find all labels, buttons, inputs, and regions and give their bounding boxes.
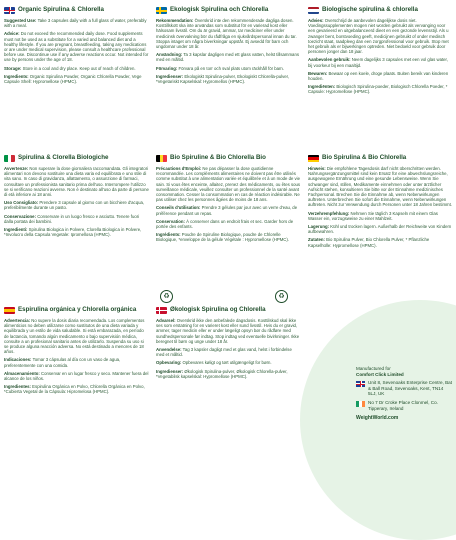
paragraph: Lagerung: Kühl und trocken lagern. Außerhalb der Reichweite von Kindern aufbewahren.: [308, 224, 452, 235]
paragraph: Suggested Use: Take 3 capsules daily with a full glass of water, preferably with a meal.: [4, 18, 147, 29]
manufactured-for-label: Manufactured for: [356, 366, 391, 371]
paragraph: Opbevaring: Opbevares køligt og tørt utilgængeligt for børn.: [156, 360, 272, 366]
dk-flag-icon: [156, 307, 167, 314]
paragraph: Conservazione: Conservare in un luogo fresco e asciutto. Tenere fuori dalla portata dei bambini.: [4, 213, 140, 224]
section-title: Organic Spirulina & Chlorella: [18, 6, 104, 13]
section-title: Spirulina & Clorella Biologiche: [18, 154, 109, 161]
de-flag-icon: [308, 155, 319, 162]
manufacturer-info: [356, 366, 452, 422]
section-english: [4, 6, 149, 87]
paragraph: Avvertenze: Non superare la dose giornaliera raccomandata. Gli integratori alimentari non devono sostituire una dieta varia ed equilibrata e uno stile di vita sano. In caso di gravidanza, allattamento, o assunzione di farmaci, consultare un professionista sanitario prima dell'uso. Interrompere l'utilizzo se si verificano reazioni avverse. Non è destinato all'uso da parte di persone di età inferiore ai 18 anni.: [4, 166, 149, 198]
paragraph: Anvendelse: Tag 3 kapsler dagligt med et glas vand, helst i forbindelse med et måltid.: [156, 347, 292, 358]
paragraph: Conseils d'utilisation: Prendre 3 gélules par jour avec un verre d'eau, de préférence pendant un repas.: [156, 205, 298, 216]
section-title: Biologische spirulina & chlorella: [322, 6, 418, 13]
paragraph: Aanbevolen gebruik: Neem dagelijks 3 capsules met een vol glas water, bij voorkeur bij een maaltijd.: [308, 57, 448, 68]
section-title: Økologisk Spirulina og Chlorella: [170, 306, 266, 313]
paragraph: Advice: Do not exceed the recommended daily dose. Food supplements must not be used as a substitute for a varied and balanced diet and a healthy lifestyle. If you are pregnant, breastfeeding, taking any medications or are under medical supervision, please consult a healthcare professional before use. Discontinue use if any adverse reactions occur. Not intended for use by persons under the age of 18.: [4, 31, 149, 63]
paragraph: Indicaciones: Tomar 3 cápsulas al día con un vaso de agua, preferentemente con una comida.: [4, 357, 121, 368]
paragraph: Advies: Overschrijd de aanbevolen dagelijkse dosis niet. Voedingssupplementen mogen niet worden gebruikt als vervanging voor een gevarieerd en uitgebalanceerd dieet en een gezonde levensstijl. Als u zwanger bent, borstvoeding geeft, medicijnen gebruikt of onder medisch toezicht staat, raadpleeg dan een zorgprofessional voor gebruik. Stop met het gebruik als er bijwerkingen optreden. Niet bedoeld voor gebruik door personen jonger dan 18 jaar.: [308, 18, 449, 55]
paragraph: Användning: Ta 3 kapslar dagligen med ett glass vatten, helst tillsammans med en måltid.: [156, 52, 299, 63]
paragraph: Förvaring: Förvara på en torr och sval plats utom räckhåll för barn.: [156, 65, 285, 71]
paragraph: Bewaren: Bewaar op een koele, droge plaats. Buiten bereik van kinderen houden.: [308, 70, 449, 82]
paragraph: Advarsel: Overskrid ikke den anbefalede dagsdosis. Kosttilskud skal ikke ses som erstatning for en varieret kost eller sund livsstil. Hvis du er gravid, ammer, tager medicin eller er under lægeligt opsyn bør du rådføre med sundhedspersonale før indtag. Stop indtag ved eventuelle bivirkninger. Ikke beregnet til børn og unge under 18 år.: [156, 318, 300, 344]
paragraph: Ingrediënten: Biologisch Spirulina-poeder, Biologisch Chlorella Poeder, * Capsule: Hypromellose (HPMC).: [308, 84, 448, 95]
it-flag-icon: [4, 155, 15, 162]
section-german: [308, 154, 453, 251]
paragraph: Précautions d'Emploi: Ne pas dépasser la dose quotidienne recommandée. Les compléments alimentaires ne doivent pas être utilisés comme substitut à une alimentation variée et équilibrée et à un mode de vie sain. Si vous êtes enceinte, allaitez, prenez des médicaments, ou êtes sous surveillance médicale, veuillez consulter un professionnel de la santé avant consommation. Cesser la consommation en cas de réaction indésirable. Ne pas utiliser chez les personnes âgées de moins de 18 ans.: [156, 166, 301, 203]
be-flag-icon: [156, 155, 167, 162]
section-swedish: [156, 6, 301, 87]
recycle-icon: ♻: [275, 290, 288, 303]
section-french: [156, 154, 301, 246]
section-title: Bio Spirulina & Bio Chlorella: [322, 154, 407, 161]
ie-flag-icon: [356, 401, 365, 407]
paragraph: Conservation: À conserver dans un endroit frais et sec. Garder hors de portée des enfants.: [156, 218, 294, 230]
paragraph: Ingredients: Organic Spirulina Powder, Organic Chlorella Powder, Vege Capsule Shell: Hypromellose (HPMC).: [4, 73, 142, 85]
section-danish: [156, 306, 301, 382]
uk-flag-icon: [356, 381, 365, 387]
se-flag-icon: [156, 7, 167, 14]
paragraph: Ingrédients: Poudre de Spiruline Biologique, poudre de Chlorelle Biologique, *enveloppe de la gélule Végétale : Hypromellose (HPMC).: [156, 232, 290, 243]
paragraph: Hinweis: Die empfohlene Tagesdosis darf nicht überschritten werden. Nahrungsergänzungsmittel sind kein Ersatz für eine abwechslungsreiche, ausgewogene Ernährung und eine gesunde Lebensweise. Wenn Sie schwanger sind, stillen, Medikamente einnehmen oder unter ärztlicher Aufsicht stehen, konsultieren Sie bitte vor der Einnahme medizinisches Fachpersonal. Brechen Sie die Einnahme ab, wenn Nebenwirkungen auftreten. Unterbrechen Sie sofort die Einnahme, wenn Nebenwirkungen auftreten. Nicht zur Verwendung durch Personen unter 18 Jahren bestimmt.: [308, 166, 453, 208]
section-title: Espirulina orgánica y Chlorella orgánica: [18, 306, 137, 313]
section-italian: [4, 154, 149, 240]
section-spanish: [4, 306, 149, 398]
paragraph: Rekommendation: Överskrid inte den rekommenderade dagliga dosen. Kosttillskott ska inte användas som substitut för en varierad kost eller hälsosam livsstil. Om du är gravid, ammar, tar mediciner eller under medicinsk övervakning bör du rådfråga en sjukvårdspersonal innan du tar. Stoppa intaget om några biverkningar uppstår. Ej avsedd för barn och ungdomar under 18 år.: [156, 18, 297, 50]
section-dutch: [308, 6, 453, 98]
recycle-icon: ♻: [160, 290, 173, 303]
paragraph: Advertencia: No supere la dosis diaria recomendada. Los complementos alimenticios no deben utilizarse como sustitutos de una dieta variada y equilibrada y un estilo de vida saludable. Si está embarazada, en período de lactancia, tomando algún medicamento o bajo supervisión médica, consulte a un profesional sanitario antes de utilizarlo. Suspenda su uso si se produce alguna reacción adversa. No está destinado a menores de 18 años.: [4, 318, 145, 355]
paragraph: Almacenamiento: Conservar en un lugar fresco y seco. Mantener fuera del alcance de los niños.: [4, 370, 149, 382]
company-name: Comfort Click Limited: [356, 371, 404, 377]
section-title: Bio Spiruline & Bio Chlorella Bio: [170, 154, 266, 161]
paragraph: Ingredienser: Økologisk Spirulina-pulver, Økologisk Chlorella-pulver, *Vegetabilsk kapselskal: Hypromellose (HPMC).: [156, 368, 288, 379]
paragraph: Ingredienser: Ekologiskt Spirulina-pulver, Ekologiskt Chlorella-pulver, *Vegetariskt Kapselskal: Hypromellos (HPMC).: [156, 73, 290, 85]
nl-flag-icon: [308, 7, 319, 14]
es-flag-icon: [4, 307, 15, 314]
section-title: Ekologisk Spirulina och Chlorella: [170, 6, 269, 13]
website-link[interactable]: WeightWorld.com: [356, 415, 399, 422]
paragraph: Verzehrempfehlung: Nehmen Sie täglich 3 Kapseln mit einem Glas Wasser ein, vorzugsweise zu einer Mahlzeit.: [308, 210, 438, 221]
paragraph: Storage: Store in a cool and dry place. Keep out of reach of children.: [4, 65, 136, 71]
paragraph: Uso Consigliato: Prendere 3 capsule al giorno con un bicchiere d'acqua, preferibilmente durante un pasto.: [4, 200, 145, 211]
uk-address: Unit 8, Sevenoaks Enterprise Centre, Bat & Ball Road, Sevenoaks, Kent, TN14 5LJ, UK: [368, 380, 453, 397]
uk-flag-icon: [4, 7, 15, 14]
ie-address: No 7 Dr Croke Place Clonmel, Co. Tipperary, Ireland: [368, 399, 438, 411]
paragraph: Ingredientes: Espirulina Orgánica en Polvo, Chlorella Orgánica en Polvo, *Cubierta Vegetal de la Cápsula: Hipromelosa (HPMC).: [4, 384, 145, 395]
paragraph: Ingredienti: Spirulina Biologica in Polvere, Clorella Biologica in Polvere, *Involucro della Capsula Vegetale: Ipromellosa (HPMC).: [4, 227, 142, 238]
paragraph: Zutaten: Bio Spirulina Pulver, Bio Chlorella Pulver, * Pflanzliche Kapselhülle: Hypromellose (HPMC).: [308, 237, 430, 248]
